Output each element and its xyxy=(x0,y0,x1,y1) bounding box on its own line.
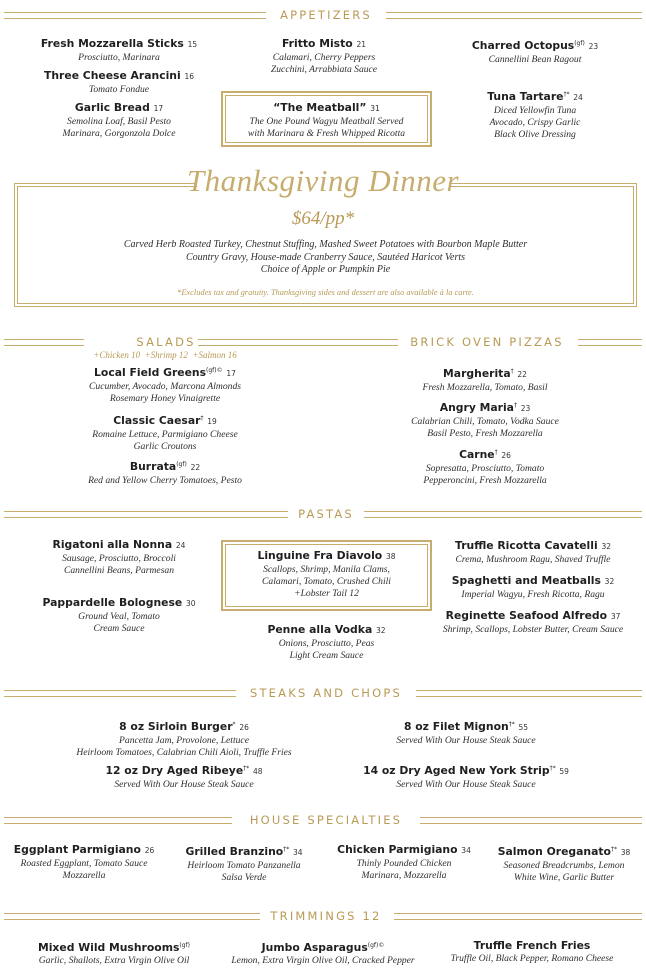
item-name: Reginette Seafood Alfredo xyxy=(445,609,608,622)
thanksgiving-title: Thanksgiving Dinner xyxy=(186,163,460,198)
item-description: Crema, Mushroom Ragu, Shaved Truffle xyxy=(455,554,611,565)
item-description: Sausage, Prosciutto, Broccoli xyxy=(62,553,176,564)
item-name: Fresh Mozzarella Sticks xyxy=(40,37,184,50)
item-description: The One Pound Wagyu Meatball Served xyxy=(249,116,404,127)
item-name: Grilled Branzino xyxy=(185,845,284,858)
section-title: SALADS xyxy=(136,335,196,349)
item-name: 8 oz Sirloin Burger xyxy=(119,720,233,733)
item-name: Burrata xyxy=(129,460,177,473)
item-name: “The Meatball” xyxy=(273,101,367,114)
menu-item xyxy=(356,761,576,791)
item-price: 15 xyxy=(187,40,198,49)
menu-item xyxy=(430,36,640,66)
item-price: 37 xyxy=(610,612,621,621)
item-marker: † xyxy=(513,402,517,409)
menu-item-featured xyxy=(224,548,429,600)
menu-item xyxy=(356,717,576,747)
section-title: HOUSE SPECIALTIES xyxy=(249,813,403,827)
thanksgiving-price: $64/pp* xyxy=(291,208,355,229)
menu-item xyxy=(224,36,424,76)
item-description: Zucchini, Arrabbiata Sauce xyxy=(270,64,378,75)
item-marker: †* xyxy=(563,91,570,98)
item-description: Roasted Eggplant, Tomato Sauce xyxy=(20,858,148,869)
item-name: Charred Octopus xyxy=(471,39,575,52)
menu-item xyxy=(4,842,164,882)
item-description: Prosciutto, Marinara xyxy=(78,52,160,63)
item-name: 14 oz Dry Aged New York Strip xyxy=(363,764,550,777)
menu-item xyxy=(426,608,640,636)
section-header-appetizers xyxy=(4,8,642,22)
item-description: Salsa Verde xyxy=(221,872,267,883)
item-marker: †* xyxy=(549,765,556,772)
item-description: Marinara, Gorgonzola Dolce xyxy=(62,128,176,139)
item-description: Scallops, Shrimp, Manila Clams, xyxy=(263,564,390,575)
item-description: Calamari, Cherry Peppers xyxy=(272,52,376,63)
item-name: Tuna Tartare xyxy=(487,90,564,103)
item-price: 26 xyxy=(239,723,249,732)
item-description: Served With Our House Steak Sauce xyxy=(396,779,536,790)
item-description: Fresh Mozzarella, Tomato, Basil xyxy=(422,382,548,393)
item-name: Linguine Fra Diavolo xyxy=(257,549,383,562)
item-description: Thinly Pounded Chicken xyxy=(356,858,452,869)
menu-item xyxy=(60,457,270,487)
item-price: 38 xyxy=(385,552,396,561)
item-marker: † xyxy=(200,415,204,422)
item-name: Spaghetti and Meatballs xyxy=(451,574,601,587)
item-marker: †* xyxy=(243,765,250,772)
item-name: Fritto Misto xyxy=(282,37,353,50)
item-description: Cream Sauce xyxy=(93,623,145,634)
item-price: 26 xyxy=(501,451,511,460)
salad-addons: +Chicken 10 +Shrimp 12 +Salmon 16 xyxy=(93,350,237,360)
item-price: 32 xyxy=(604,577,615,586)
item-description: Red and Yellow Cherry Tomatoes, Pesto xyxy=(88,475,242,486)
item-description: Pancetta Jam, Provolone, Lettuce xyxy=(119,735,249,746)
item-description: Romaine Lettuce, Parmigiano Cheese xyxy=(92,429,238,440)
menu-item xyxy=(14,100,224,140)
item-description: with Marinara & Fresh Whipped Ricotta xyxy=(247,128,406,139)
item-description: Light Cream Sauce xyxy=(289,650,364,661)
section-header-pastas xyxy=(4,507,642,521)
item-price: 38 xyxy=(620,848,631,857)
thanksgiving-description: Carved Herb Roasted Turkey, Chestnut Stuffing, Mashed Sweet Potatoes with Bourbon Maple Butter Country Gravy, House-made Cranberry Sauce, Sautéed Haricot Verts Choice of Apple or Pumpkin Pie xyxy=(123,239,528,275)
menu-item xyxy=(14,938,214,967)
menu-item xyxy=(324,842,484,882)
item-marker: (gf) xyxy=(179,942,190,949)
section-header-house xyxy=(4,813,642,827)
menu-item-featured xyxy=(224,100,429,140)
item-name: Eggplant Parmigiano xyxy=(13,843,141,856)
menu-item xyxy=(74,717,294,759)
item-description: Served With Our House Steak Sauce xyxy=(396,735,536,746)
item-description: Served With Our House Steak Sauce xyxy=(114,779,254,790)
item-name: Chicken Parmigiano xyxy=(337,843,458,856)
item-description: Heirloom Tomatoes, Calabrian Chili Aioli, Truffle Fries xyxy=(76,747,292,758)
item-description: Mozzarella xyxy=(62,870,106,881)
section-header-salads xyxy=(4,335,642,349)
menu-item xyxy=(380,398,590,440)
menu-item xyxy=(60,411,270,453)
item-name: Margherita xyxy=(443,367,511,380)
item-description: Onions, Prosciutto, Peas xyxy=(278,638,375,649)
item-name: Mixed Wild Mushrooms xyxy=(37,941,180,954)
section-header-trimmings xyxy=(4,909,642,923)
item-description: Lemon, Extra Virgin Olive Oil, Cracked Pepper xyxy=(231,955,415,966)
item-name: Rigatoni alla Nonna xyxy=(52,538,173,551)
item-price: 24 xyxy=(573,93,583,102)
item-price: 17 xyxy=(153,104,164,113)
menu-item xyxy=(426,573,640,601)
menu-item xyxy=(432,938,632,965)
item-name: Carne xyxy=(459,448,495,461)
item-marker: †* xyxy=(610,846,617,853)
menu-item xyxy=(380,364,590,394)
item-price: 17 xyxy=(226,369,236,378)
item-marker: (gf) xyxy=(574,40,585,47)
item-marker: †* xyxy=(508,721,515,728)
item-description: Semolina Loaf, Basil Pesto xyxy=(67,116,171,127)
item-name: Classic Caesar xyxy=(113,414,201,427)
item-marker: †* xyxy=(283,846,290,853)
item-description: Garlic Croutons xyxy=(133,441,197,452)
item-name: Garlic Bread xyxy=(74,101,150,114)
item-description: Cucumber, Avocado, Marcona Almonds xyxy=(89,381,241,392)
item-name: Penne alla Vodka xyxy=(267,623,373,636)
thanksgiving-note: *Excludes tax and gratuity. Thanksgiving sides and dessert are also available à la carte. xyxy=(177,288,474,297)
item-price: 16 xyxy=(184,72,194,81)
item-marker: (gf) xyxy=(176,461,187,468)
item-price: 22 xyxy=(190,463,201,472)
item-description: Avocado, Crispy Garlic xyxy=(489,117,581,128)
item-description: Tomato Fondue xyxy=(88,84,150,95)
item-price: 48 xyxy=(252,767,263,776)
item-price: 24 xyxy=(175,541,186,550)
item-marker: † xyxy=(510,368,514,375)
item-description: Cannellini Bean Ragout xyxy=(488,54,582,65)
item-name: Pappardelle Bolognese xyxy=(42,596,183,609)
item-description: Marinara, Mozzarella xyxy=(361,870,447,881)
item-name: 8 oz Filet Mignon xyxy=(403,720,509,733)
item-price: 34 xyxy=(461,846,471,855)
menu-item xyxy=(14,36,224,64)
item-price: 32 xyxy=(376,626,386,635)
item-price: 59 xyxy=(559,767,569,776)
item-description: Pepperoncini, Fresh Mozzarella xyxy=(423,475,547,486)
item-name: Three Cheese Arancini xyxy=(44,69,181,82)
item-name: 12 oz Dry Aged Ribeye xyxy=(105,764,244,777)
item-price: 23 xyxy=(520,404,531,413)
item-name: Truffle Ricotta Cavatelli xyxy=(455,539,598,552)
item-price: 23 xyxy=(588,42,599,51)
item-description: Calabrian Chili, Tomato, Vodka Sauce xyxy=(411,416,559,427)
item-description: Rosemary Honey Vinaigrette xyxy=(109,393,221,404)
section-title: PASTAS xyxy=(298,507,354,521)
item-name: Truffle French Fries xyxy=(473,939,591,952)
item-description: Imperial Wagyu, Fresh Ricotta, Ragu xyxy=(461,589,605,600)
section-title: APPETIZERS xyxy=(280,8,372,22)
item-price: 55 xyxy=(518,723,529,732)
menu-item xyxy=(218,938,428,967)
item-description: Truffle Oil, Black Pepper, Romano Cheese xyxy=(450,953,614,964)
item-price: 30 xyxy=(185,599,196,608)
section-title: TRIMMINGS 12 xyxy=(270,909,382,923)
item-description: Seasoned Breadcrumbs, Lemon xyxy=(503,860,625,871)
section-title: STEAKS AND CHOPS xyxy=(249,686,403,700)
menu-item xyxy=(426,538,640,566)
section-title: BRICK OVEN PIZZAS xyxy=(410,335,564,349)
item-description: +Lobster Tail 12 xyxy=(294,588,359,599)
item-description: Diced Yellowfin Tuna xyxy=(493,105,577,116)
item-price: 22 xyxy=(517,370,527,379)
menu-item xyxy=(14,595,224,635)
item-description: Sopresatta, Prosciutto, Tomato xyxy=(425,463,545,474)
item-description: Heirloom Tomato Panzanella xyxy=(187,860,301,871)
item-marker: (gf)© xyxy=(206,367,223,374)
item-name: Angry Maria xyxy=(439,401,514,414)
item-description: Shrimp, Scallops, Lobster Butter, Cream Sauce xyxy=(442,624,624,635)
item-description: Garlic, Shallots, Extra Virgin Olive Oil xyxy=(38,955,190,966)
menu-item xyxy=(164,842,324,884)
item-description: Calamari, Tomato, Crushed Chili xyxy=(262,576,391,587)
menu-item xyxy=(484,842,644,884)
item-price: 31 xyxy=(370,104,380,113)
menu-item xyxy=(430,87,640,141)
item-name: Salmon Oreganato xyxy=(497,845,611,858)
menu-item xyxy=(14,537,224,577)
item-marker: * xyxy=(232,721,236,728)
item-description: Ground Veal, Tomato xyxy=(78,611,160,622)
menu-item xyxy=(224,622,429,662)
menu-item xyxy=(60,363,270,405)
item-name: Local Field Greens xyxy=(94,366,207,379)
item-description: Cannellini Beans, Parmesan xyxy=(63,565,175,576)
menu-item xyxy=(74,761,294,791)
menu-item xyxy=(380,445,590,487)
item-name: Jumbo Asparagus xyxy=(261,941,368,954)
item-description: Black Olive Dressing xyxy=(494,129,576,140)
item-price: 32 xyxy=(601,542,611,551)
item-price: 34 xyxy=(292,848,303,857)
item-description: Basil Pesto, Fresh Mozzarella xyxy=(427,428,543,439)
item-price: 19 xyxy=(207,417,217,426)
item-marker: † xyxy=(494,449,498,456)
item-price: 21 xyxy=(356,40,366,49)
menu-item xyxy=(14,68,224,96)
item-description: White Wine, Garlic Butter xyxy=(513,872,615,883)
section-header-steaks xyxy=(4,686,642,700)
item-price: 26 xyxy=(144,846,155,855)
item-marker: (gf)© xyxy=(367,942,385,949)
